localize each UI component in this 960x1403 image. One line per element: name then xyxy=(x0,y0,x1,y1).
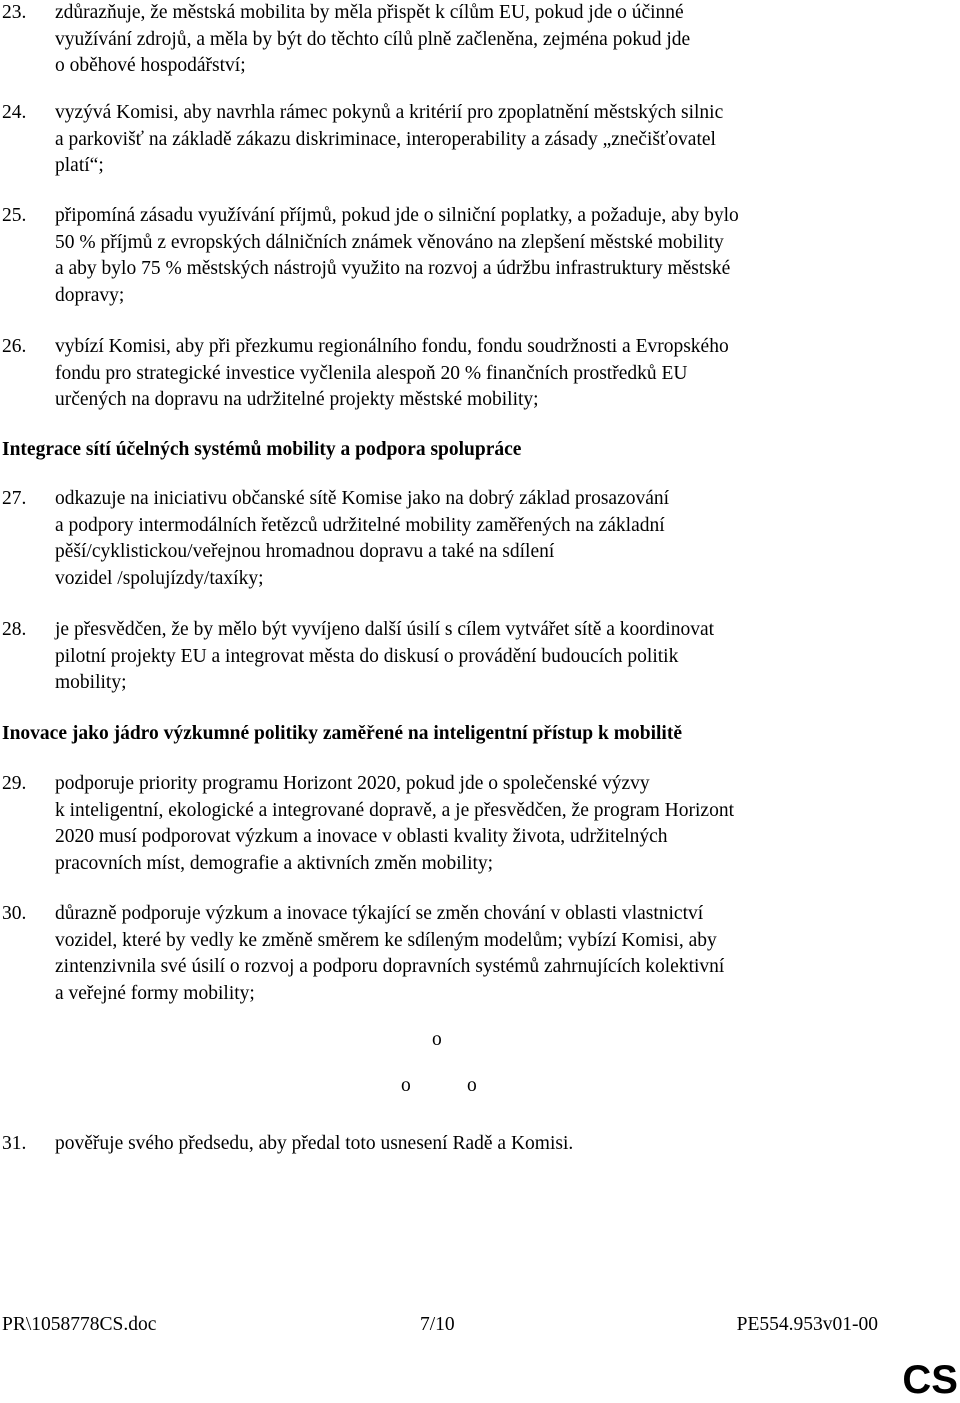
paragraph-number: 30. xyxy=(2,903,27,924)
paragraph-27 xyxy=(0,486,900,592)
text-line: pracovních míst, demografie a aktivních změn mobility; xyxy=(55,852,494,874)
footer-document-reference: PR\1058778CS.doc xyxy=(2,1314,157,1335)
paragraph-number: 23. xyxy=(2,2,27,23)
text-line: o oběhové hospodářství; xyxy=(55,55,246,77)
paragraph-26 xyxy=(0,334,900,414)
text-line: a veřejné formy mobility; xyxy=(55,982,255,1004)
separator-mark: o xyxy=(401,1075,411,1096)
paragraph-text xyxy=(55,486,900,592)
paragraph-30 xyxy=(0,901,900,1007)
language-code: CS xyxy=(902,1358,958,1402)
text-line: k inteligentní, ekologické a integrované dopravě, a je přesvědčen, že program Horizont xyxy=(55,799,734,821)
text-line: vozidel, které by vedly ke změně směrem ke sdíleným modelům; vybízí Komisi, aby xyxy=(55,929,717,951)
paragraph-text xyxy=(55,334,900,414)
text-line: a aby bylo 75 % městských nástrojů využito na rozvoj a údržbu infrastruktury městské xyxy=(55,258,731,280)
text-line: pilotní projekty EU a integrovat města do diskusí o provádění budoucích politik xyxy=(55,645,679,667)
separator-mark: o xyxy=(432,1029,442,1050)
paragraph-number: 28. xyxy=(2,619,27,640)
paragraph-28 xyxy=(0,617,900,697)
paragraph-text xyxy=(55,617,900,697)
paragraph-number: 27. xyxy=(2,488,27,509)
text-line: fondu pro strategické investice vyčlenila alespoň 20 % finančních prostředků EU xyxy=(55,362,688,384)
paragraph-text xyxy=(55,100,900,180)
text-line: dopravy; xyxy=(55,284,125,306)
paragraph-31 xyxy=(0,1131,900,1158)
paragraph-number: 25. xyxy=(2,205,27,226)
text-line: 50 % příjmů z evropských dálničních známek věnováno na zlepšení městské mobility xyxy=(55,231,724,253)
paragraph-29 xyxy=(0,771,900,877)
paragraph-text xyxy=(55,771,900,877)
text-line: a podpory intermodálních řetězců udržitelné mobility zaměřených na základní xyxy=(55,514,665,536)
text-line: určených na dopravu na udržitelné projekty městské mobility; xyxy=(55,389,539,411)
text-line: pěší/cyklistickou/veřejnou hromadnou dopravu a také na sdílení xyxy=(55,541,555,563)
section-heading: Integrace sítí účelných systémů mobility a podpora spolupráce xyxy=(2,439,522,460)
text-line: vozidel /spolujízdy/taxíky; xyxy=(55,567,264,589)
paragraph-number: 26. xyxy=(2,336,27,357)
paragraph-text xyxy=(55,901,900,1007)
paragraph-23 xyxy=(0,0,900,80)
text-line: pověřuje svého předsedu, aby předal toto usnesení Radě a Komisi. xyxy=(55,1133,574,1154)
text-line: odkazuje na iniciativu občanské sítě Komise jako na dobrý základ prosazování xyxy=(55,488,670,509)
paragraph-25 xyxy=(0,203,900,309)
separator-mark: o xyxy=(467,1075,477,1096)
paragraph-number: 31. xyxy=(2,1133,27,1154)
paragraph-number: 29. xyxy=(2,773,27,794)
text-line: důrazně podporuje výzkum a inovace týkající se změn chování v oblasti vlastnictví xyxy=(55,903,704,924)
paragraph-text xyxy=(55,0,900,80)
paragraph-number: 24. xyxy=(2,102,27,123)
text-line: vyzývá Komisi, aby navrhla rámec pokynů a kritérií pro zpoplatnění městských silnic xyxy=(55,102,724,123)
text-line: připomíná zásadu využívání příjmů, pokud jde o silniční poplatky, a požaduje, aby bylo xyxy=(55,205,739,226)
text-line: platí“; xyxy=(55,155,104,177)
text-line: zintenzivnila své úsilí o rozvoj a podporu dopravních systémů zahrnujících kolektivní xyxy=(55,956,725,978)
footer-document-code: PE554.953v01-00 xyxy=(736,1314,878,1335)
text-line: je přesvědčen, že by mělo být vyvíjeno další úsilí s cílem vytvářet sítě a koordinovat xyxy=(55,619,715,640)
text-line: mobility; xyxy=(55,672,127,694)
text-line: 2020 musí podporovat výzkum a inovace v oblasti kvality života, udržitelných xyxy=(55,826,668,848)
paragraph-text xyxy=(55,203,900,309)
footer-page-number: 7/10 xyxy=(420,1314,455,1335)
paragraph-24 xyxy=(0,100,900,180)
text-line: vybízí Komisi, aby při přezkumu regionálního fondu, fondu soudržnosti a Evropského xyxy=(55,336,729,357)
text-line: využívání zdrojů, a měla by být do těchto cílů plně začleněna, zejména pokud jde xyxy=(55,28,691,50)
text-line: zdůrazňuje, že městská mobilita by měla přispět k cílům EU, pokud jde o účinné xyxy=(55,2,684,23)
text-line: podporuje priority programu Horizont 2020, pokud jde o společenské výzvy xyxy=(55,773,650,794)
section-heading: Inovace jako jádro výzkumné politiky zaměřené na inteligentní přístup k mobilitě xyxy=(2,723,682,744)
text-line: a parkovišť na základě zákazu diskriminace, interoperability a zásady „znečišťovatel xyxy=(55,128,716,150)
paragraph-text xyxy=(55,1131,900,1158)
